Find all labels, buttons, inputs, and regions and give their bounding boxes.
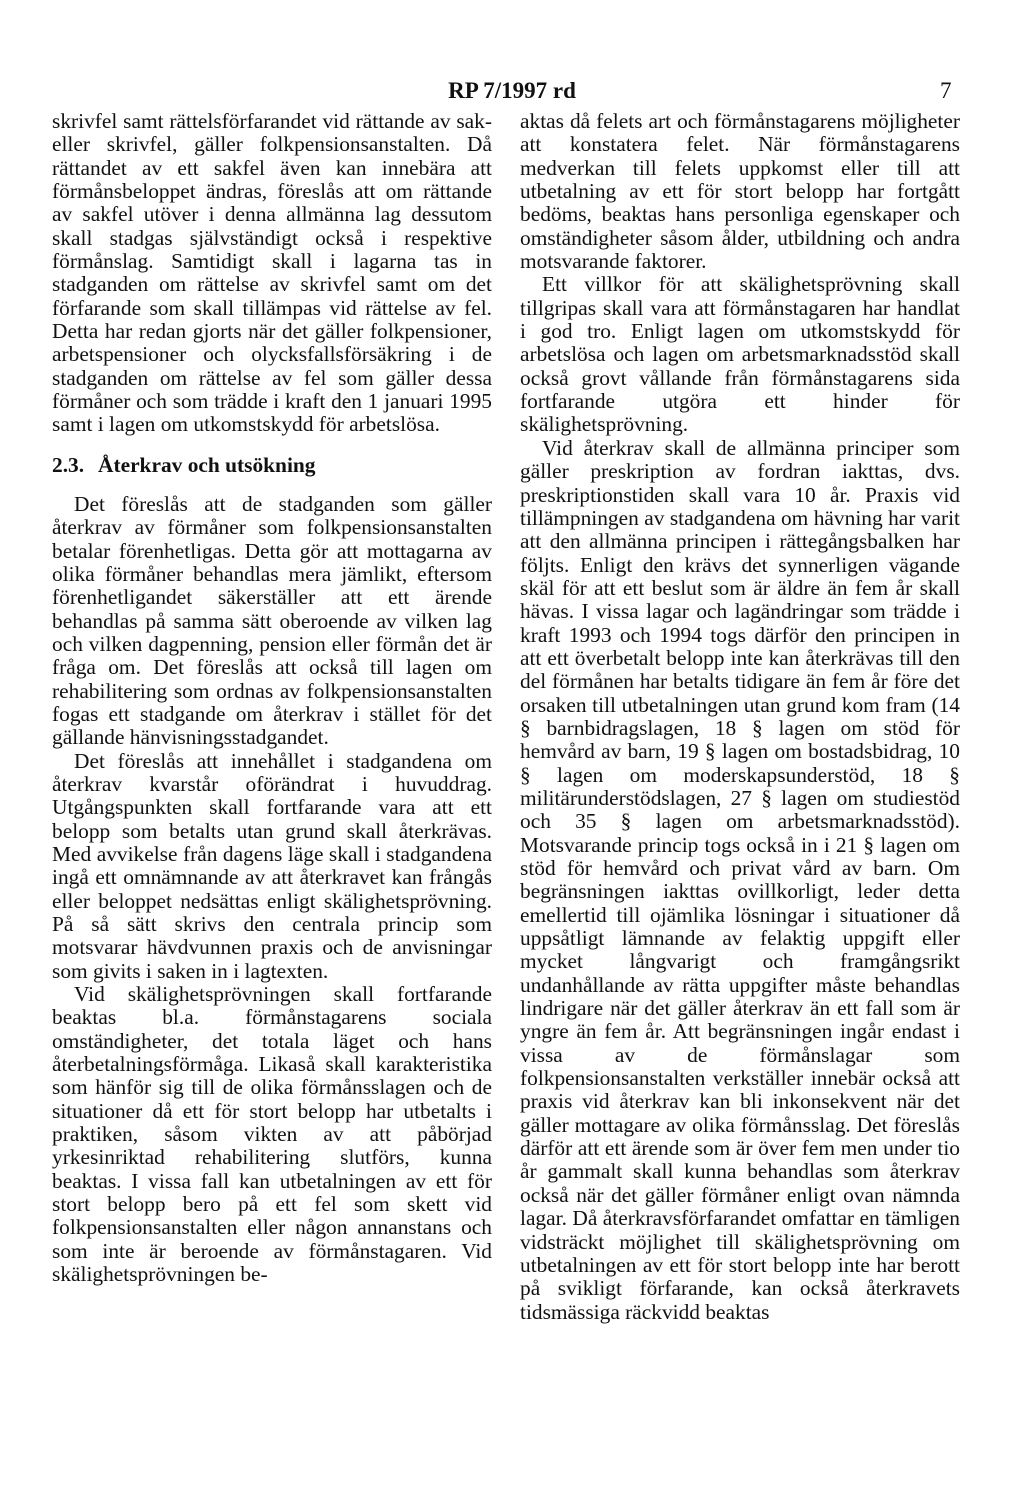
paragraph: skrivfel samt rättelsförfarandet vid rättande av sak- eller skrivfel, gäller folkpensionsanstalten. Då rättandet av ett sakfel även kan innebära att förmånsbeloppet ändras, föreslås att om rättande av sakfel utöver i denna allmänna lag dessutom skall stadgas självständigt också i respektive förmånslag. Samtidigt skall i lagarna tas in stadganden om rättelse av skrivfel samt om det förfarande som skall tillämpas vid rättelse av fel. Detta har redan gjorts när det gäller folkpensioner, arbetspensioner och olycksfallsförsäkring i de stadganden om rättelse av fel som gäller dessa förmåner och som trädde i kraft den 1 januari 1995 samt i lagen om utkomstskydd för arbetslösa. [52,109,492,437]
page-number: 7 [940,78,952,103]
paragraph: Vid återkrav skall de allmänna principer som gäller preskription av fordran iakttas, dvs. preskriptionstiden skall vara 10 år. Praxis vid tillämpningen av stadgandena om hävning har varit att den allmänna principen i rättegångsbalken har följts. Enligt den krävs det synnerligen vägande skäl för att ett beslut som är äldre än fem år skall hävas. I vissa lagar och lagändringar som trädde i kraft 1993 och 1994 togs därför den principen in att ett överbetalt belopp inte kan återkrävas till den del förmånen har betalts tidigare än fem år före det orsaken till utbetalningen utan grund kom fram (14 § barnbidragslagen, 18 § lagen om stöd för hemvård av barn, 19 § lagen om bostadsbidrag, 10 § lagen om moderskapsunderstöd, 18 § militärunderstödslagen, 27 § lagen om studiestöd och 35 § lagen om arbetsmarknadsstöd). Motsvarande princip togs också in i 21 § lagen om stöd för hemvård och privat vård av barn. Om begränsningen iakttas ovillkorligt, leder detta emellertid till ojämlika lösningar i situationer då uppsåtligt lämnande av felaktig uppgift eller mycket långvarigt och framgångsrikt undanhållande av rätta uppgifter måste behandlas lindrigare när det gäller återkrav än ett fall som är yngre än fem år. Att begränsningen ingår endast i vissa av de förmånslagar som folkpensionsanstalten verkställer innebär också att praxis vid återkrav kan bli inkonsekvent när det gäller mottagare av olika förmånsslag. Det föreslås därför att ett ärende som är över fem men under tio år gammalt skall kunna behandlas som återkrav också när det gäller förmåner enligt ovan nämnda lagar. Då återkravsförfarandet omfattar en tämligen vidsträckt möjlighet till skälighetsprövning om utbetalningen av ett för stort belopp inte har berott på svikligt förfarande, kan också återkravets tidsmässiga räckvidd beaktas [520,435,960,1324]
right-column [520,110,960,1324]
left-column [52,110,492,1287]
paragraph: Ett villkor för att skälighetsprövning skall tillgripas skall vara att förmånstagaren har handlat i god tro. Enligt lagen om utkomstskydd för arbetslösa och lagen om arbetsmarknadsstöd skall också grovt vållande från förmånstagarens sida fortfarande utgöra ett hinder för skälighetsprövning. [520,272,960,437]
paragraph: Det föreslås att de stadganden som gäller återkrav av förmåner som folkpensionsanstalten betalar förenhetligas. Detta gör att mottagarna av olika förmåner behandlas mera jämlikt, eftersom förenhetligandet säkerställer att ett ärende behandlas på samma sätt oberoende av vilken lag och vilken dagpenning, pension eller förmån det är fråga om. Det föreslås att också till lagen om rehabilitering som ordnas av folkpensionsanstalten fogas ett stadgande om återkrav i stället för det gällande hänvisningsstadgandet. [52,491,492,750]
paragraph: Det föreslås att innehållet i stadgandena om återkrav kvarstår oförändrat i huvuddrag. Utgångspunkten skall fortfarande vara att ett belopp som betalts utan grund skall återkrävas. Med avvikelse från dagens läge skall i stadgandena ingå ett omnämnande av att återkravet kan frångås eller beloppet nedsättas enligt skälighetsprövning. På så sätt skrivs den centrala princip som motsvarar hävdvunnen praxis och de anvisningar som givits i saken in i lagtexten. [52,748,492,983]
section-number: 2.3. [52,452,85,477]
section-heading [52,453,492,477]
paragraph: aktas då felets art och förmånstagarens möjligheter att konstatera felet. När förmånstagarens medverkan till felets uppkomst eller till att utbetalning av ett för stort belopp har fortgått bedöms, beaktas hans personliga egenskaper och omständigheter såsom ålder, utbildning och andra motsvarande faktorer. [520,109,960,274]
section-title: Återkrav och utsökning [98,452,316,477]
paragraph: Vid skälighetsprövningen skall fortfarande beaktas bl.a. förmånstagarens sociala omständigheter, det totala läget och hans återbetalningsförmåga. Likaså skall karakteristika som hänför sig till de olika förmånsslagen och de situationer då ett för stort belopp har utbetalts i praktiken, såsom vikten av att påbörjad yrkesinriktad rehabilitering slutförs, kunna beaktas. I vissa fall kan utbetalningen av ett för stort belopp bero på ett fel som skett vid folkpensionsanstalten eller någon annanstans och som inte är beroende av förmånstagaren. Vid skälighetsprövningen be- [52,982,492,1287]
running-header: RP 7/1997 rd [448,78,576,103]
